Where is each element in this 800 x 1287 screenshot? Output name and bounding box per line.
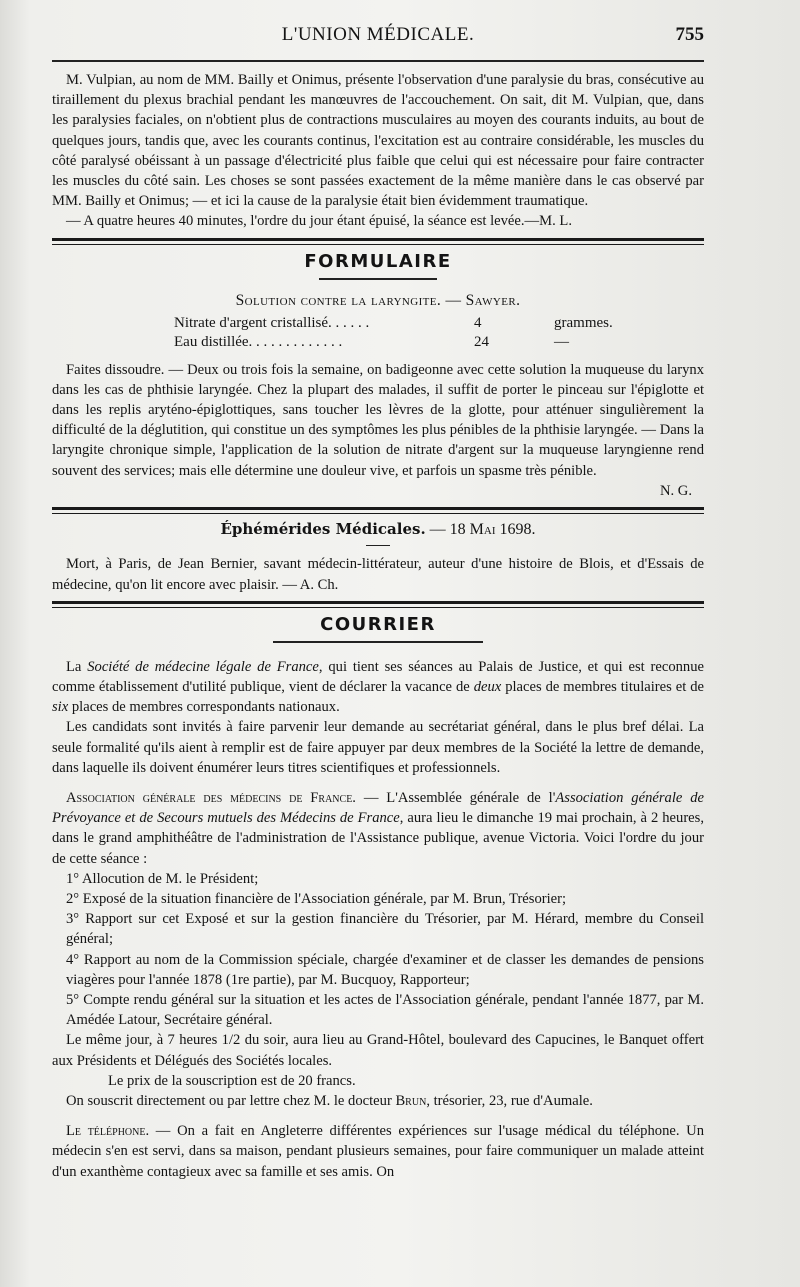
- ingredient-unit: —: [554, 333, 569, 350]
- banquet-paragraph: Le même jour, à 7 heures 1/2 du soir, aura lieu au Grand-Hôtel, boulevard des Capucines, le Banquet offert aux Présidents et Délégués des Sociétés locales.: [52, 1032, 704, 1069]
- ephemerides-date: — 18 Mai 1698.: [425, 520, 536, 538]
- subscription-line: [52, 1091, 704, 1111]
- formula-signature: N. G.: [659, 482, 692, 499]
- telephone-paragraph: [52, 1121, 704, 1182]
- running-title: L'UNION MÉDICALE.: [281, 24, 475, 45]
- text-run: places de membres correspondants nationaux.: [68, 699, 340, 716]
- formula-row: [174, 333, 704, 352]
- section-divider: [52, 507, 704, 514]
- treasurer-name: Brun: [395, 1093, 427, 1110]
- agenda-item: 5° Compte rendu général sur la situation et les actes de l'Association générale, pendant l'année 1877, par M. Amédée Latour, Secrétaire général.: [66, 992, 704, 1029]
- text-run: places de membres titulaires et de: [501, 678, 704, 695]
- candidates-paragraph: Les candidats sont invités à faire parvenir leur demande au secrétariat général, dans le plus bref délai. La seule formalité qu'ils aient à remplir est de faire appuyer par deux membres de la Société la lettre de demande, dans laquelle ils doivent énumérer leurs titres scientifiques et professionnels.: [52, 719, 704, 776]
- agenda-item: 4° Rapport au nom de la Commission spéciale, chargée d'examiner et de classer les demandes de pensions viagères pour l'année 1878 (1re partie), par M. Bucquoy, Rapporteur;: [66, 951, 704, 988]
- agenda-item: 1° Allocution de M. le Président;: [66, 870, 259, 887]
- text-run: , trésorier, 23, rue d'Aumale.: [426, 1093, 593, 1110]
- formula-table: [174, 314, 704, 352]
- agenda-item: 2° Exposé de la situation financière de l'Association générale, par M. Brun, Trésorier;: [66, 890, 567, 907]
- courrier-title: COURRIER: [320, 613, 436, 635]
- ephemerides-title: [52, 520, 704, 539]
- ingredient-unit: grammes.: [554, 314, 613, 331]
- text-run: , qui tient ses séances au Palais de Justice, et qui est reconnue comme établissement d'utilité publique, vient de déclarer la vacance de: [52, 658, 704, 695]
- emphasis: deux: [473, 678, 502, 695]
- ingredient-quantity: 4: [474, 314, 482, 331]
- association-heading: Association générale des médecins de France.: [66, 789, 356, 806]
- formula-instructions: Faites dissoudre. — Deux ou trois fois la semaine, on badigeonne avec cette solution la muqueuse du larynx dans les cas de phthisie laryngée. Chez la plupart des malades, il suffit de porter le pinceau sur l'épiglotte et dans les replis aryténo-épiglottiques, sans toucher les lèvres de la glotte, pour atténuer singulièrement la difficulté de la déglutition, qui constitue un des symptômes les plus pénibles de la phthisie laryngée. — Dans la laryngite chronique simple, l'application de la solution de nitrate d'argent sur la muqueuse laryngienne rend souvent des services; mais elle détermine une douleur vive, et parfois un spasme très pénible.: [52, 361, 704, 479]
- agenda-item: 3° Rapport sur cet Exposé et sur la gestion financière du Trésorier, par M. Hérard, membre du Conseil général;: [66, 911, 704, 948]
- ephemerides-text: Mort, à Paris, de Jean Bernier, savant médecin-littérateur, auteur d'une histoire de Blois, et d'Essais de médecine, qu'on lit encore avec plaisir. — A. Ch.: [52, 556, 704, 593]
- telephone-heading: Le téléphone.: [66, 1123, 150, 1140]
- ingredient-name: Eau distillée. . . . . . . . . . . . .: [174, 333, 343, 350]
- price-line: Le prix de la souscription est de 20 francs.: [108, 1072, 356, 1089]
- text-run: La: [66, 658, 88, 675]
- ephemerides-heading: Éphémérides Médicales.: [220, 519, 426, 538]
- text-run: — On a fait en Angleterre différentes expériences sur l'usage médical du téléphone. Un médecin s'en est servi, dans sa maison, pendant plusieurs semaines, pour faire communiquer un malade atteint d'un exanthème contagieux avec sa famille et ses amis. On: [52, 1123, 705, 1180]
- section-divider: [52, 238, 704, 245]
- title-underline: [319, 278, 437, 280]
- text-run: — L'Assemblée générale de l': [355, 789, 556, 806]
- title-dash: [366, 545, 390, 547]
- formula-row: [174, 314, 704, 333]
- text-run: , aura lieu le dimanche 19 mai prochain, à 2 heures, dans le grand amphithéâtre de l'administration de l'Assistance publique, avenue Victoria. Voici l'ordre du jour de cette séance :: [52, 810, 704, 867]
- association-name: Association générale de Prévoyance et de Secours mutuels des Médecins de France: [52, 789, 705, 827]
- association-paragraph: [52, 788, 704, 869]
- session-closing-line: — A quatre heures 40 minutes, l'ordre du jour étant épuisé, la séance est levée.—M. L.: [66, 213, 572, 230]
- ingredient-quantity: 24: [474, 333, 489, 350]
- societe-paragraph: [52, 657, 704, 718]
- intro-paragraph: M. Vulpian, au nom de MM. Bailly et Onimus, présente l'observation d'une paralysie du bras, consécutive au tiraillement du plexus brachial pendant les manœuvres de l'accouchement. On sait, dit M. Vulpian, que, dans les paralysies faciales, on n'obtient plus de contractions musculaires au moyen des courants induits, au bout de quelques jours, tandis que, avec les courants continus, l'excitation est au contraire considérable, les muscles du côté paralysé obéissant à un passage d'électricité plus faible que celui qui est nécessaire pour faire contracter les muscles du côté sain. Les choses se sont passées exactement de la même manière dans le cas observé par MM. Bailly et Onimus; — et ici la cause de la paralysie était bien évidemment traumatique.: [52, 72, 704, 210]
- text-run: On souscrit directement ou par lettre chez M. le docteur: [66, 1093, 396, 1110]
- header-rule: [52, 60, 704, 62]
- formulaire-title: FORMULAIRE: [304, 250, 452, 272]
- emphasis: six: [52, 699, 69, 716]
- society-name: Société de médecine légale de France: [87, 658, 319, 675]
- section-divider: [52, 601, 704, 608]
- page-header: [52, 22, 704, 56]
- title-underline: [273, 641, 483, 643]
- ingredient-name: Nitrate d'argent cristallisé. . . . . .: [174, 314, 370, 331]
- page-number: 755: [675, 24, 704, 45]
- formula-subtitle: Solution contre la laryngite. — Sawyer.: [235, 291, 521, 309]
